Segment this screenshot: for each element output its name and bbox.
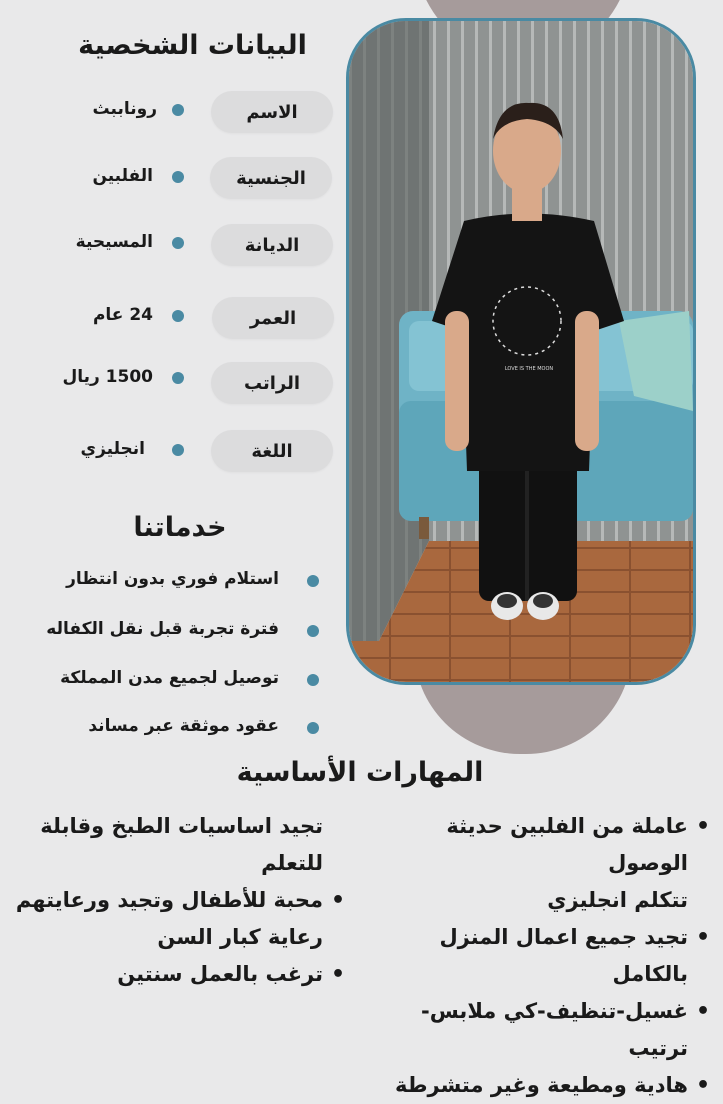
shirt-print-text: LOVE IS THE MOON <box>504 366 554 372</box>
skill-item: • تجيد جميع اعمال المنزل بالكامل <box>365 919 710 993</box>
info-value: روناببث <box>92 99 157 119</box>
skill-item: • هادية ومطيعة وغير متشرطة <box>365 1067 710 1104</box>
skill-item: • عاملة من الفلبين حديثة الوصول <box>365 808 710 882</box>
info-label: الاسم <box>211 91 333 133</box>
info-label: الجنسية <box>210 157 332 199</box>
info-value: المسيحية <box>75 232 153 252</box>
service-item: استلام فوري بدون انتظار <box>66 569 279 589</box>
bullet-dot <box>172 104 184 116</box>
bullet-dot <box>307 575 319 587</box>
services-title: خدماتنا <box>133 512 227 543</box>
bullet-dot <box>172 310 184 322</box>
service-item: فترة تجربة قبل نقل الكفاله <box>46 619 279 639</box>
bullet-dot <box>172 237 184 249</box>
skill-item: • ترغب بالعمل سنتين <box>5 956 345 993</box>
bullet-dot <box>307 722 319 734</box>
info-value: 24 عام <box>92 305 153 325</box>
bullet-dot <box>172 444 184 456</box>
info-label: الراتب <box>211 362 333 404</box>
info-value: الفلبين <box>92 166 153 186</box>
photo-illustration <box>349 21 693 682</box>
info-value: انجليزي <box>80 439 145 459</box>
info-label: الديانة <box>211 224 333 266</box>
bullet-dot <box>172 171 184 183</box>
skills-list-right <box>365 808 710 1104</box>
worker-photo <box>346 18 696 685</box>
skill-item: • غسيل-تنظيف-كي ملابس-ترتيب <box>365 993 710 1067</box>
skills-list-left <box>5 808 345 993</box>
info-label: اللغة <box>211 430 333 472</box>
service-item: عقود موثقة عبر مساند <box>88 716 279 736</box>
bullet-dot <box>172 372 184 384</box>
skill-item: رعاية كبار السن <box>157 925 323 949</box>
skill-item: للتعلم <box>261 851 323 875</box>
skill-item: • محبة للأطفال وتجيد ورعايتهم <box>5 882 345 919</box>
skills-title: المهارات الأساسية <box>236 757 484 788</box>
skill-item: تجيد اساسيات الطبخ وقابلة <box>40 814 323 838</box>
bullet-dot <box>307 674 319 686</box>
info-label: العمر <box>212 297 334 339</box>
service-item: توصيل لجميع مدن المملكة <box>60 668 279 688</box>
skill-item: تتكلم انجليزي <box>547 888 688 912</box>
bullet-dot <box>307 625 319 637</box>
personal-info-title: البيانات الشخصية <box>78 30 307 61</box>
info-value: 1500 ريال <box>62 367 153 387</box>
